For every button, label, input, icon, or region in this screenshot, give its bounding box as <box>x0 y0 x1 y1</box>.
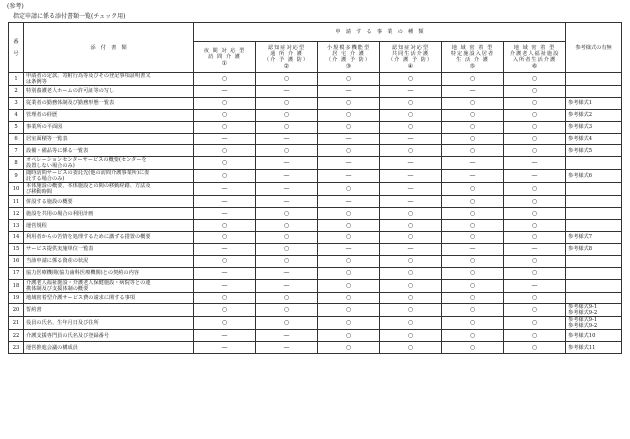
reference-form: 参考様式11 <box>566 342 622 354</box>
required-mark: ○ <box>504 317 566 330</box>
document-name: 地域密着型介護サービス費の請求に関する事項 <box>24 292 194 304</box>
required-mark: — <box>504 243 566 255</box>
reference-form <box>566 292 622 304</box>
required-mark: — <box>256 183 318 196</box>
required-mark: — <box>318 170 380 183</box>
document-name: 本体施設の概要、本体施設との間の移動経路、方法及 び移動時間 <box>24 183 194 196</box>
reference-form: 参考様式1 <box>566 97 622 109</box>
reference-form: 参考様式5 <box>566 145 622 157</box>
required-mark: ○ <box>318 292 380 304</box>
required-mark: — <box>380 86 442 98</box>
required-mark: ○ <box>504 330 566 342</box>
required-mark: — <box>380 170 442 183</box>
required-mark: ○ <box>504 183 566 196</box>
required-mark: ○ <box>442 133 504 145</box>
table-row <box>9 232 622 244</box>
table-row <box>9 342 622 354</box>
required-mark: ○ <box>442 317 504 330</box>
required-mark: ○ <box>256 317 318 330</box>
service-number: ② <box>283 63 290 70</box>
reference-form: 参考様式9-1 参考様式9-2 <box>566 317 622 330</box>
required-mark: ○ <box>504 292 566 304</box>
attachment-checklist-table <box>8 22 622 354</box>
required-mark: ○ <box>318 220 380 232</box>
row-number: 16 <box>9 255 24 267</box>
required-mark: ○ <box>256 208 318 220</box>
required-mark: — <box>380 196 442 208</box>
required-mark: — <box>256 170 318 183</box>
required-mark: — <box>194 279 256 292</box>
document-name: 事業所の平面図 <box>24 121 194 133</box>
required-mark: ○ <box>504 232 566 244</box>
required-mark: ○ <box>318 208 380 220</box>
reference-form: 参考様式3 <box>566 121 622 133</box>
required-mark: ○ <box>318 121 380 133</box>
table-row <box>9 208 622 220</box>
reference-form <box>566 183 622 196</box>
required-mark: ○ <box>194 73 256 86</box>
table-row <box>9 121 622 133</box>
required-mark: ○ <box>504 121 566 133</box>
table-row <box>9 330 622 342</box>
header-service-3 <box>318 42 380 73</box>
required-mark: — <box>504 170 566 183</box>
required-mark: ○ <box>256 97 318 109</box>
reference-form: 参考様式4 <box>566 133 622 145</box>
required-mark: ○ <box>380 342 442 354</box>
table-row <box>9 317 622 330</box>
row-number: 19 <box>9 292 24 304</box>
required-mark: — <box>380 183 442 196</box>
required-mark: ○ <box>194 170 256 183</box>
table-row <box>9 255 622 267</box>
required-mark: ○ <box>256 145 318 157</box>
required-mark: ○ <box>318 330 380 342</box>
required-mark: — <box>256 267 318 279</box>
required-mark: — <box>194 342 256 354</box>
required-mark: ○ <box>380 97 442 109</box>
header-number: 番 号 <box>9 23 24 73</box>
table-row <box>9 279 622 292</box>
required-mark: ○ <box>194 157 256 170</box>
required-mark: ○ <box>380 279 442 292</box>
required-mark: ○ <box>380 220 442 232</box>
row-number: 23 <box>9 342 24 354</box>
required-mark: — <box>380 157 442 170</box>
required-mark: ○ <box>256 232 318 244</box>
required-mark: — <box>194 196 256 208</box>
required-mark: — <box>256 196 318 208</box>
required-mark: ○ <box>256 243 318 255</box>
row-number: 9 <box>9 170 24 183</box>
document-name: 介護支援専門員の氏名及び登録番号 <box>24 330 194 342</box>
required-mark: ○ <box>442 208 504 220</box>
document-name: 随時訪問サービスの委託先(他の訪問介護事業所)に委 託する場合のみ) <box>24 170 194 183</box>
required-mark: ○ <box>318 97 380 109</box>
row-number: 7 <box>9 145 24 157</box>
table-row <box>9 220 622 232</box>
table-row <box>9 145 622 157</box>
service-number: ⑤ <box>469 63 476 70</box>
service-number: ④ <box>407 63 414 70</box>
required-mark: ○ <box>442 255 504 267</box>
required-mark: ○ <box>504 86 566 98</box>
required-mark: — <box>194 183 256 196</box>
required-mark: — <box>194 267 256 279</box>
required-mark: — <box>380 243 442 255</box>
required-mark: ○ <box>380 292 442 304</box>
reference-form: 参考様式2 <box>566 109 622 121</box>
required-mark: ○ <box>380 255 442 267</box>
required-mark: ○ <box>194 317 256 330</box>
row-number: 13 <box>9 220 24 232</box>
document-name: 併設する施設の概要 <box>24 196 194 208</box>
row-number: 5 <box>9 121 24 133</box>
required-mark: ○ <box>318 267 380 279</box>
document-name: 居室面積等一覧表 <box>24 133 194 145</box>
table-row <box>9 267 622 279</box>
row-number: 3 <box>9 97 24 109</box>
required-mark: — <box>318 157 380 170</box>
required-mark: ○ <box>442 330 504 342</box>
required-mark: ○ <box>256 73 318 86</box>
required-mark: — <box>194 208 256 220</box>
service-label: 小規模多機能型 居 宅 介 護 （介 護 予 防） <box>325 45 372 63</box>
header-service-6 <box>504 42 566 73</box>
row-number: 1 <box>9 73 24 86</box>
required-mark: ○ <box>194 220 256 232</box>
required-mark: ○ <box>194 145 256 157</box>
required-mark: — <box>256 279 318 292</box>
required-mark: ○ <box>318 342 380 354</box>
required-mark: ○ <box>442 279 504 292</box>
row-number: 4 <box>9 109 24 121</box>
service-label: 認知症対応型 通 所 介 護 （介 予 護 防） <box>263 45 310 63</box>
required-mark: — <box>318 133 380 145</box>
required-mark: ○ <box>380 145 442 157</box>
document-name: 協力医療機関(協力歯科医療機関)との契約の内容 <box>24 267 194 279</box>
required-mark: — <box>442 86 504 98</box>
required-mark: ○ <box>380 121 442 133</box>
required-mark: ○ <box>504 196 566 208</box>
required-mark: ○ <box>504 133 566 145</box>
required-mark: ○ <box>504 342 566 354</box>
document-name: 利用者からの苦情を処理するために講ずる措置の概要 <box>24 232 194 244</box>
required-mark: ○ <box>504 267 566 279</box>
required-mark: ○ <box>318 232 380 244</box>
table-row <box>9 304 622 317</box>
required-mark: ○ <box>318 73 380 86</box>
required-mark: ○ <box>380 267 442 279</box>
required-mark: ○ <box>318 279 380 292</box>
required-mark: ○ <box>256 121 318 133</box>
reference-form <box>566 73 622 86</box>
document-name: 特別養護老人ホームの許可証等の写し <box>24 86 194 98</box>
row-number: 14 <box>9 232 24 244</box>
row-number: 17 <box>9 267 24 279</box>
required-mark: ○ <box>256 255 318 267</box>
header-documents: 添 付 書 類 <box>24 23 194 73</box>
required-mark: — <box>194 86 256 98</box>
table-row <box>9 292 622 304</box>
required-mark: ○ <box>318 255 380 267</box>
document-name: 申請者の定款、寄附行為等及びその登記事項証明書又 は条例等 <box>24 73 194 86</box>
required-mark: — <box>256 330 318 342</box>
reference-form: 参考様式10 <box>566 330 622 342</box>
required-mark: ○ <box>504 255 566 267</box>
required-mark: ○ <box>442 232 504 244</box>
reference-label: (参考) <box>7 3 24 10</box>
table-row <box>9 133 622 145</box>
service-label: 地 域 密 着 型 介護老人福祉施設 入所者生活介護 <box>509 45 560 63</box>
document-name: 従業者の勤務体制及び勤務形態一覧表 <box>24 97 194 109</box>
required-mark: ○ <box>380 304 442 317</box>
table-row <box>9 170 622 183</box>
required-mark: ○ <box>318 317 380 330</box>
required-mark: ○ <box>194 255 256 267</box>
required-mark: — <box>194 243 256 255</box>
row-number: 10 <box>9 183 24 196</box>
reference-form: 参考様式6 <box>566 170 622 183</box>
row-number: 21 <box>9 317 24 330</box>
required-mark: ○ <box>504 145 566 157</box>
service-number: ⑥ <box>531 63 538 70</box>
row-number: 12 <box>9 208 24 220</box>
table-row <box>9 73 622 86</box>
row-number: 8 <box>9 157 24 170</box>
required-mark: ○ <box>256 109 318 121</box>
header-service-1 <box>194 42 256 73</box>
required-mark: ○ <box>380 208 442 220</box>
required-mark: ○ <box>318 183 380 196</box>
required-mark: — <box>256 133 318 145</box>
reference-form <box>566 255 622 267</box>
required-mark: ○ <box>318 109 380 121</box>
required-mark: ○ <box>442 121 504 133</box>
row-number: 22 <box>9 330 24 342</box>
required-mark: — <box>256 86 318 98</box>
required-mark: ○ <box>442 342 504 354</box>
required-mark: ○ <box>504 109 566 121</box>
required-mark: — <box>442 243 504 255</box>
table-row <box>9 109 622 121</box>
required-mark: ○ <box>442 73 504 86</box>
row-number: 2 <box>9 86 24 98</box>
required-mark: — <box>318 196 380 208</box>
required-mark: ○ <box>442 304 504 317</box>
required-mark: ○ <box>380 232 442 244</box>
row-number: 15 <box>9 243 24 255</box>
service-label: 認知症対応型 共同生活介護 （介 護 予 防） <box>387 45 434 63</box>
header-service-types: 申 請 す る 事 業 の 種 類 <box>194 23 566 42</box>
required-mark: ○ <box>194 109 256 121</box>
reference-form: 参考様式8 <box>566 243 622 255</box>
required-mark: ○ <box>442 220 504 232</box>
document-name: 当該申請に係る資産の状況 <box>24 255 194 267</box>
required-mark: ○ <box>380 330 442 342</box>
required-mark: ○ <box>442 109 504 121</box>
required-mark: ○ <box>504 208 566 220</box>
row-number: 20 <box>9 304 24 317</box>
row-number: 18 <box>9 279 24 292</box>
document-name: 施設を共用の場合の利用計画 <box>24 208 194 220</box>
required-mark: ○ <box>194 97 256 109</box>
row-number: 11 <box>9 196 24 208</box>
document-name: 設備・備品等に係る一覧表 <box>24 145 194 157</box>
required-mark: ○ <box>194 121 256 133</box>
required-mark: ○ <box>256 304 318 317</box>
required-mark: ○ <box>442 267 504 279</box>
required-mark: ○ <box>442 196 504 208</box>
table-row <box>9 243 622 255</box>
header-reference-forms: 参考様式の有無 <box>566 23 622 73</box>
table-row <box>9 196 622 208</box>
required-mark: ○ <box>442 145 504 157</box>
required-mark: — <box>194 133 256 145</box>
table-row <box>9 157 622 170</box>
required-mark: — <box>380 133 442 145</box>
service-number: ① <box>221 60 228 67</box>
required-mark: — <box>442 157 504 170</box>
required-mark: ○ <box>380 317 442 330</box>
reference-form <box>566 267 622 279</box>
required-mark: — <box>256 157 318 170</box>
required-mark: — <box>504 157 566 170</box>
reference-form <box>566 220 622 232</box>
service-label: 夜 間 対 応 型 訪 問 介 護 <box>203 48 246 60</box>
required-mark: ○ <box>318 304 380 317</box>
document-name: 役員の氏名、生年月日及び住所 <box>24 317 194 330</box>
required-mark: ○ <box>442 97 504 109</box>
document-name: サービス提供実施単位一覧表 <box>24 243 194 255</box>
reference-form <box>566 196 622 208</box>
reference-form <box>566 86 622 98</box>
table-row <box>9 183 622 196</box>
required-mark: ○ <box>442 292 504 304</box>
required-mark: ○ <box>504 97 566 109</box>
reference-form: 参考様式9-1 参考様式9-2 <box>566 304 622 317</box>
document-name: 誓約書 <box>24 304 194 317</box>
table-row <box>9 86 622 98</box>
page-title: 指定申請に係る添付書類一覧(チェック用) <box>13 13 126 20</box>
document-name: 管理者の経歴 <box>24 109 194 121</box>
required-mark: ○ <box>380 73 442 86</box>
required-mark: — <box>194 330 256 342</box>
document-name: 運営規程 <box>24 220 194 232</box>
required-mark: — <box>442 170 504 183</box>
required-mark: — <box>504 279 566 292</box>
header-service-5 <box>442 42 504 73</box>
document-name: オペレーションセンターサービスの概要(センターを 設置しない場合のみ) <box>24 157 194 170</box>
row-number: 6 <box>9 133 24 145</box>
required-mark: ○ <box>504 304 566 317</box>
required-mark: ○ <box>504 73 566 86</box>
required-mark: — <box>256 342 318 354</box>
required-mark: — <box>318 86 380 98</box>
required-mark: ○ <box>256 220 318 232</box>
required-mark: ○ <box>194 292 256 304</box>
required-mark: ○ <box>318 145 380 157</box>
required-mark: — <box>318 243 380 255</box>
reference-form <box>566 157 622 170</box>
document-name: 運営推進会議の構成員 <box>24 342 194 354</box>
reference-form <box>566 208 622 220</box>
required-mark: ○ <box>380 109 442 121</box>
reference-form <box>566 279 622 292</box>
required-mark: ○ <box>442 183 504 196</box>
required-mark: ○ <box>256 292 318 304</box>
table-row <box>9 97 622 109</box>
document-name: 介護老人福祉施設・介護老人保健施設・病院等との連 携体制及び支援体制の概要 <box>24 279 194 292</box>
service-number: ③ <box>345 63 352 70</box>
header-service-2 <box>256 42 318 73</box>
required-mark: ○ <box>504 220 566 232</box>
header-service-4 <box>380 42 442 73</box>
reference-form: 参考様式7 <box>566 232 622 244</box>
service-label: 地 域 密 着 型 特定施設入居者 生 活 介 護 <box>450 45 495 63</box>
required-mark: ○ <box>194 232 256 244</box>
required-mark: ○ <box>194 304 256 317</box>
